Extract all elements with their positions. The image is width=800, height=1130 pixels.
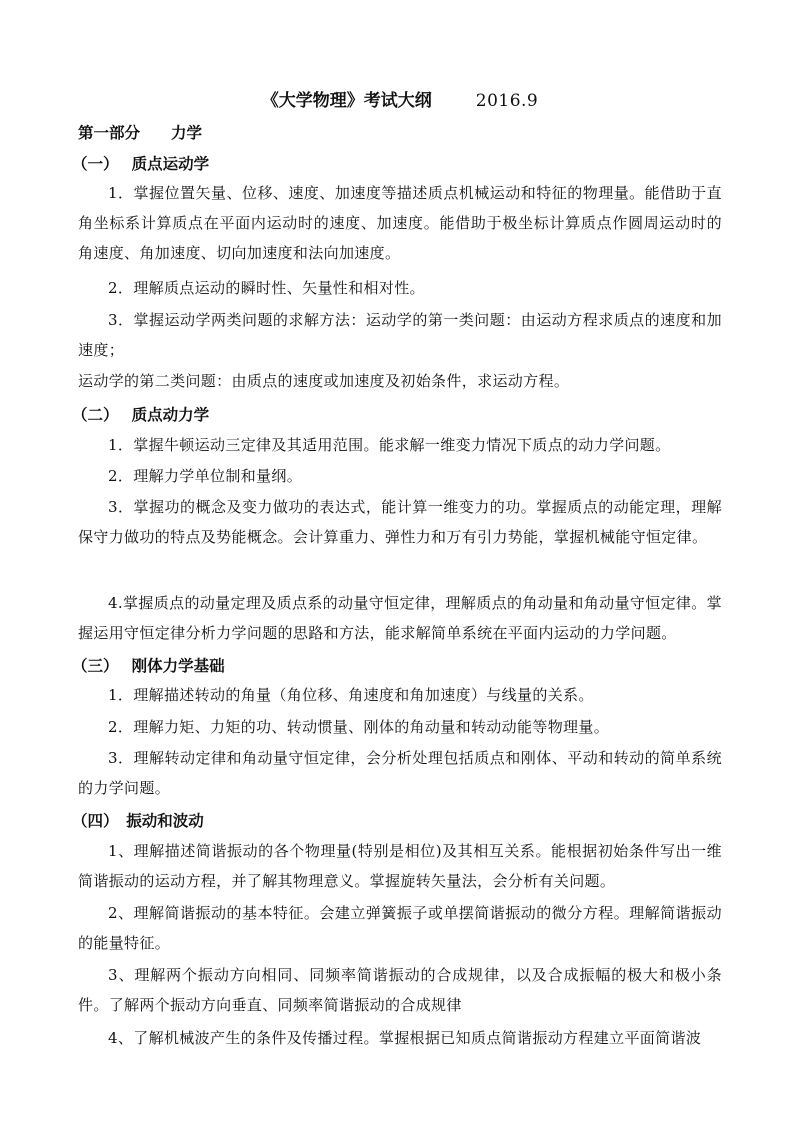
paragraph: 2．理解力学单位制和量纲。	[108, 467, 303, 485]
paragraph: 4、了解机械波产生的条件及传播过程。掌握根据已知质点简谐振动方程建立平面简谐波	[108, 1029, 702, 1047]
paragraph: 2、理解简谐振动的基本特征。会建立弹簧振子或单摆简谐振动的微分方程。理解简谐振动的能量特征。	[78, 904, 722, 952]
paragraph: 1．掌握牛顿运动三定律及其适用范围。能求解一维变力情况下质点的动力学问题。	[108, 436, 671, 454]
paragraph: 1、理解描述简谐振动的各个物理量(特别是相位)及其相互关系。能根据初始条件写出一维简谐振动的运动方程，并了解其物理意义。掌握旋转矢量法，会分析有关问题。	[78, 842, 722, 890]
page-title	[0, 86, 800, 111]
paragraph: 2．理解力矩、力矩的功、转动惯量、刚体的角动量和转动动能等物理量。	[108, 718, 610, 736]
paragraph: 4.掌握质点的动量定理及质点系的动量守恒定律，理解质点的角动量和角动量守恒定律。掌握运用守恒定律分析力学问题的思路和方法，能求解简单系统在平面内运动的力学问题。	[78, 594, 722, 642]
paragraph: 3．掌握运动学两类问题的求解方法：运动学的第一类问题：由运动方程求质点的速度和加速度；	[78, 311, 722, 359]
paragraph: 1．掌握位置矢量、位移、速度、加速度等描述质点机械运动和特征的物理量。能借助于直角坐标系计算质点在平面内运动时的速度、加速度。能借助于极坐标计算质点作圆周运动时的角速度、角加速度、切向加速度和法向加速度。	[78, 184, 722, 262]
part-heading: 第一部分 力学	[78, 123, 203, 142]
section-heading: （一） 质点运动学	[72, 154, 210, 173]
paragraph: 3、理解两个振动方向相同、同频率简谐振动的合成规律，以及合成振幅的极大和极小条件。了解两个振动方向垂直、同频率简谐振动的合成规律	[78, 966, 722, 1014]
paragraph: 运动学的第二类问题：由质点的速度或加速度及初始条件，求运动方程。	[78, 372, 570, 390]
paragraph: 2．理解质点运动的瞬时性、矢量性和相对性。	[108, 279, 425, 297]
title-date: 2016.9	[475, 91, 539, 111]
title-text: 《大学物理》考试大纲	[261, 91, 432, 111]
paragraph: 3．理解转动定律和角动量守恒定律，会分析处理包括质点和刚体、平动和转动的简单系统的力学问题。	[78, 749, 722, 797]
section-heading: （三） 刚体力学基础	[72, 656, 225, 675]
paragraph: 1．理解描述转动的角量（角位移、角速度和角加速度）与线量的关系。	[108, 686, 594, 704]
section-heading: （二） 质点动力学	[72, 405, 210, 424]
paragraph: 3．掌握功的概念及变力做功的表达式，能计算一维变力的功。掌握质点的动能定理，理解保守力做功的特点及势能概念。会计算重力、弹性力和万有引力势能，掌握机械能守恒定律。	[78, 498, 722, 546]
section-heading: （四） 振动和波动	[72, 811, 204, 830]
